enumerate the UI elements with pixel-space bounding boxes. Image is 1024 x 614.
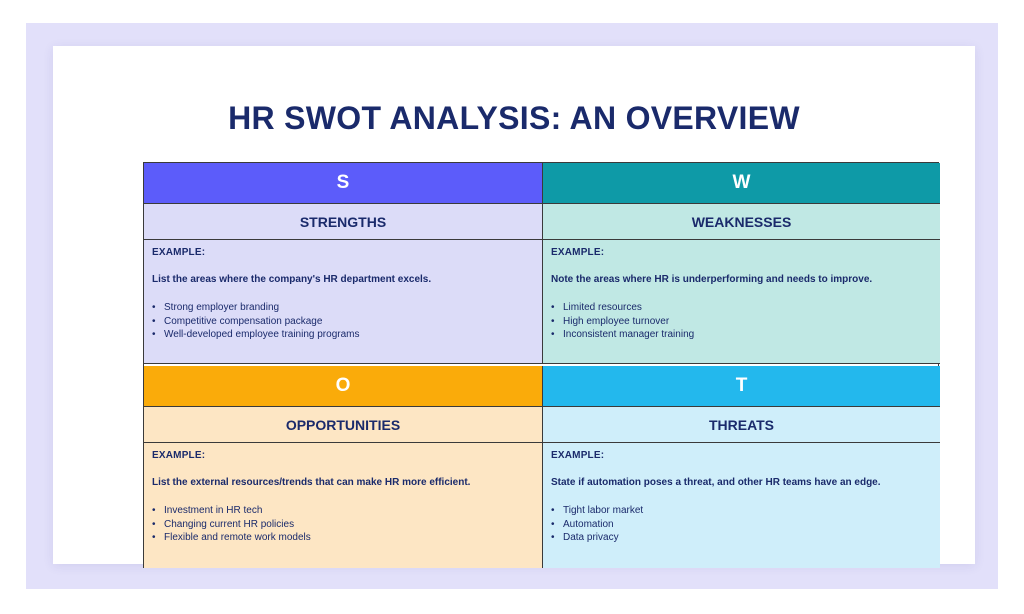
quadrant-letter: T <box>543 366 940 407</box>
item-list <box>551 504 932 545</box>
list-item-text: Tight labor market <box>563 505 644 516</box>
item-list <box>152 504 534 545</box>
list-item-text: Limited resources <box>563 302 642 313</box>
example-label: EXAMPLE: <box>152 247 206 258</box>
quadrant-description: Note the areas where HR is underperforming and needs to improve. <box>551 274 873 285</box>
bullet: • <box>551 518 555 530</box>
bullet: • <box>152 532 156 543</box>
quadrant-body <box>144 240 542 364</box>
bullet: • <box>551 315 555 327</box>
background-frame <box>26 23 998 589</box>
list-item-text: Data privacy <box>563 532 619 543</box>
quadrant-letter: W <box>543 163 940 204</box>
list-item-text: Well-developed employee training programs <box>164 329 360 340</box>
quadrant-title: THREATS <box>543 407 940 443</box>
list-item <box>152 315 534 329</box>
list-item <box>152 518 534 532</box>
swot-grid <box>143 162 939 568</box>
quadrant-title: WEAKNESSES <box>543 204 940 240</box>
list-item <box>152 531 534 545</box>
quadrant-title: OPPORTUNITIES <box>144 407 542 443</box>
item-list <box>551 301 932 342</box>
bullet: • <box>551 505 555 516</box>
bullet: • <box>152 505 156 516</box>
list-item <box>152 504 534 518</box>
example-label: EXAMPLE: <box>551 450 605 461</box>
quadrant-strengths <box>144 163 542 364</box>
quadrant-body <box>543 240 940 364</box>
list-item-text: Investment in HR tech <box>164 505 263 516</box>
list-item-text: Strong employer branding <box>164 302 280 313</box>
item-list <box>152 301 534 342</box>
bullet: • <box>152 302 156 313</box>
list-item <box>551 315 932 329</box>
bullet: • <box>152 518 156 530</box>
quadrant-body <box>144 443 542 568</box>
quadrant-opportunities <box>144 366 542 568</box>
quadrant-title: STRENGTHS <box>144 204 542 240</box>
list-item <box>551 504 932 518</box>
example-label: EXAMPLE: <box>551 247 605 258</box>
swot-card <box>53 46 975 564</box>
quadrant-body <box>543 443 940 568</box>
example-label: EXAMPLE: <box>152 450 206 461</box>
list-item <box>551 531 932 545</box>
quadrant-letter: S <box>144 163 542 204</box>
bullet: • <box>551 329 555 340</box>
list-item <box>551 518 932 532</box>
bullet: • <box>152 329 156 340</box>
list-item-text: High employee turnover <box>563 315 670 327</box>
quadrant-description: List the areas where the company's HR department excels. <box>152 274 432 285</box>
list-item-text: Automation <box>563 518 614 530</box>
quadrant-threats <box>542 366 940 568</box>
bullet: • <box>551 532 555 543</box>
list-item <box>551 328 932 342</box>
quadrant-description: List the external resources/trends that can make HR more efficient. <box>152 477 471 488</box>
quadrant-letter: O <box>144 366 542 407</box>
quadrant-description: State if automation poses a threat, and other HR teams have an edge. <box>551 477 881 488</box>
quadrant-weaknesses <box>542 163 940 364</box>
list-item <box>152 328 534 342</box>
list-item-text: Changing current HR policies <box>164 518 295 530</box>
bullet: • <box>152 315 156 327</box>
list-item-text: Inconsistent manager training <box>563 329 695 340</box>
list-item-text: Flexible and remote work models <box>164 532 311 543</box>
list-item <box>152 301 534 315</box>
list-item <box>551 301 932 315</box>
page-title: HR SWOT ANALYSIS: AN OVERVIEW <box>228 100 800 136</box>
bullet: • <box>551 302 555 313</box>
list-item-text: Competitive compensation package <box>164 315 323 327</box>
